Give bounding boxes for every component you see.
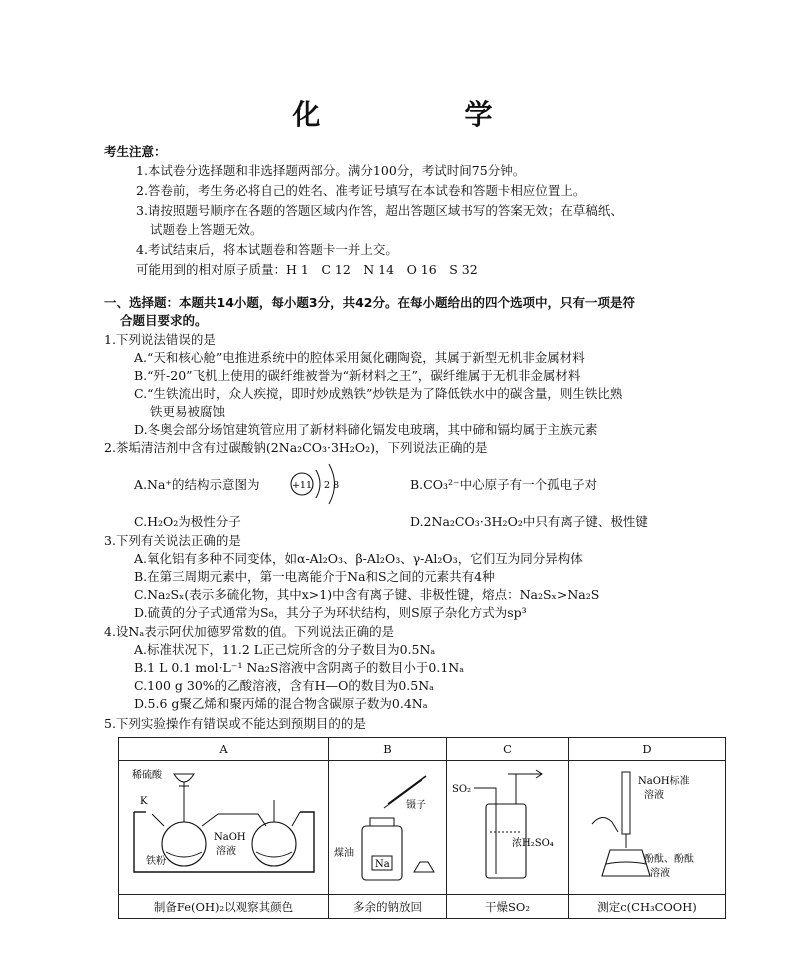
apparatus-c-cell	[447, 761, 569, 895]
fe-oh2-apparatus-diagram	[124, 764, 324, 892]
caption-d: 测定c(CH₃COOH)	[569, 895, 726, 919]
q1-option-d: D.冬奥会部分场馆建筑管应用了新材料碲化镉发电玻璃，其中碲和镉均属于主族元素	[134, 422, 598, 437]
q4-option-b: B.1 L 0.1 mol·L⁻¹ Na₂S溶液中含阴离子的数目小于0.1Nₐ	[134, 660, 465, 675]
notice-item-3-cont: 试题卷上答题无效。	[150, 222, 263, 237]
header-c: C	[447, 738, 569, 761]
label-solution-d2: 溶液	[650, 867, 670, 879]
q3-option-c: C.Na₂Sₓ(表示多硫化物，其中x>1)中含有离子键、非极性键，熔点：Na₂Sₓ>Na₂S	[134, 587, 600, 602]
notice-item-4: 4.考试结束后，将本试题卷和答题卡一并上交。	[136, 242, 398, 257]
so2-drying-diagram	[450, 764, 566, 892]
q2-option-b: B.CO₃²⁻中心原子有一个孤电子对	[410, 477, 598, 492]
label-naoh-standard: NaOH标准	[638, 775, 690, 787]
label-iron-powder: 铁粉	[145, 855, 166, 867]
q2-option-c: C.H₂O₂为极性分子	[134, 514, 241, 529]
q1-option-b: B.“歼-20”飞机上使用的碳纤维被誉为“新材料之王”，碳纤维属于无机非金属材料	[134, 368, 581, 383]
q1-stem: 1.下列说法错误的是	[104, 332, 216, 347]
label-naoh: NaOH	[213, 831, 246, 843]
q1-option-a: A.“天和核心舱”电推进系统中的腔体采用氮化硼陶瓷，其属于新型无机非金属材料	[134, 350, 585, 365]
q4-option-c: C.100 g 30%的乙酸溶液，含有H—O的数目为0.5Nₐ	[134, 678, 434, 693]
label-kerosene: 煤油	[333, 847, 354, 859]
experiment-table-caption-row	[119, 895, 726, 919]
section-heading-cont: 合题目要求的。	[120, 313, 208, 328]
caption-a: 制备Fe(OH)₂以观察其颜色	[119, 895, 329, 919]
label-solution-a: 溶液	[215, 845, 236, 857]
notice-atomic-masses: 可能用到的相对原子质量：H 1 C 12 N 14 O 16 S 32	[136, 262, 478, 277]
page-title: 化 学	[292, 98, 551, 131]
header-d: D	[569, 738, 726, 761]
notice-heading: 考生注意：	[104, 144, 167, 159]
q5-stem: 5.下列实验操作有错误或不能达到预期目的的是	[104, 716, 366, 731]
q2-option-d: D.2Na₂CO₃·3H₂O₂中只有离子键、极性键	[410, 514, 648, 529]
label-phenolphthalein: 酚酞、酚酞	[644, 853, 694, 865]
apparatus-d-cell	[569, 761, 726, 895]
q2-stem: 2.茶垢清洁剂中含有过碳酸钠(2Na₂CO₃·3H₂O₂)，下列说法正确的是	[104, 440, 488, 455]
titration-diagram	[572, 764, 722, 892]
experiment-table-header-row	[119, 738, 726, 761]
header-a: A	[119, 738, 329, 761]
label-tweezers: 镊子	[405, 799, 426, 811]
experiment-table-image-row	[119, 761, 726, 895]
label-conc-h2so4: 浓H₂SO₄	[511, 837, 554, 849]
sodium-ion-structure-diagram	[288, 460, 354, 508]
q4-stem: 4.设Nₐ表示阿伏加德罗常数的值。下列说法正确的是	[104, 624, 395, 639]
notice-item-2: 2.答卷前，考生务必将自己的姓名、准考证号填写在本试卷和答题卡相应位置上。	[136, 183, 586, 198]
q1-option-c: C.“生铁流出时，众人疾搅，即时炒成熟铁”炒铁是为了降低铁水中的碳含量，则生铁比熟	[134, 386, 623, 401]
q3-option-b: B.在第三周期元素中，第一电离能介于Na和S之间的元素共有4种	[134, 569, 495, 584]
label-na: Na	[374, 858, 390, 870]
nucleus-charge: +11	[291, 480, 313, 491]
label-solution-d: 溶液	[644, 789, 664, 801]
notice-item-3: 3.请按照题号顺序在各题的答题区域内作答，超出答题区域书写的答案无效；在草稿纸、	[136, 203, 623, 218]
notice-item-1: 1.本试卷分选择题和非选择题两部分。满分100分，考试时间75分钟。	[136, 163, 526, 178]
apparatus-b-cell	[329, 761, 447, 895]
sodium-storage-diagram	[332, 764, 444, 892]
label-k: K	[139, 795, 147, 807]
label-so2: SO₂	[451, 783, 471, 795]
header-b: B	[329, 738, 447, 761]
section-heading: 一、选择题：本题共14小题，每小题3分，共42分。在每小题给出的四个选项中，只有一项是符	[104, 295, 635, 310]
q2-option-a: A.Na⁺的结构示意图为	[134, 477, 260, 492]
caption-b: 多余的钠放回	[329, 895, 447, 919]
q3-stem: 3.下列有关说法正确的是	[104, 533, 241, 548]
experiment-table	[118, 737, 726, 919]
label-dilute-h2so4: 稀硫酸	[131, 769, 162, 781]
caption-c: 干燥SO₂	[447, 895, 569, 919]
apparatus-a-cell	[119, 761, 329, 895]
q3-option-a: A.氧化铝有多种不同变体，如α-Al₂O₃、β-Al₂O₃、γ-Al₂O₃，它们互为同分异构体	[134, 551, 583, 566]
q3-option-d: D.硫黄的分子式通常为S₈，其分子为环状结构，则S原子杂化方式为sp³	[134, 605, 527, 620]
electron-shells: 2 8	[324, 480, 340, 491]
q1-option-c-cont: 铁更易被腐蚀	[150, 404, 226, 419]
q4-option-d: D.5.6 g聚乙烯和聚丙烯的混合物含碳原子数为0.4Nₐ	[134, 696, 428, 711]
q4-option-a: A.标准状况下，11.2 L正己烷所含的分子数目为0.5Nₐ	[134, 642, 436, 657]
